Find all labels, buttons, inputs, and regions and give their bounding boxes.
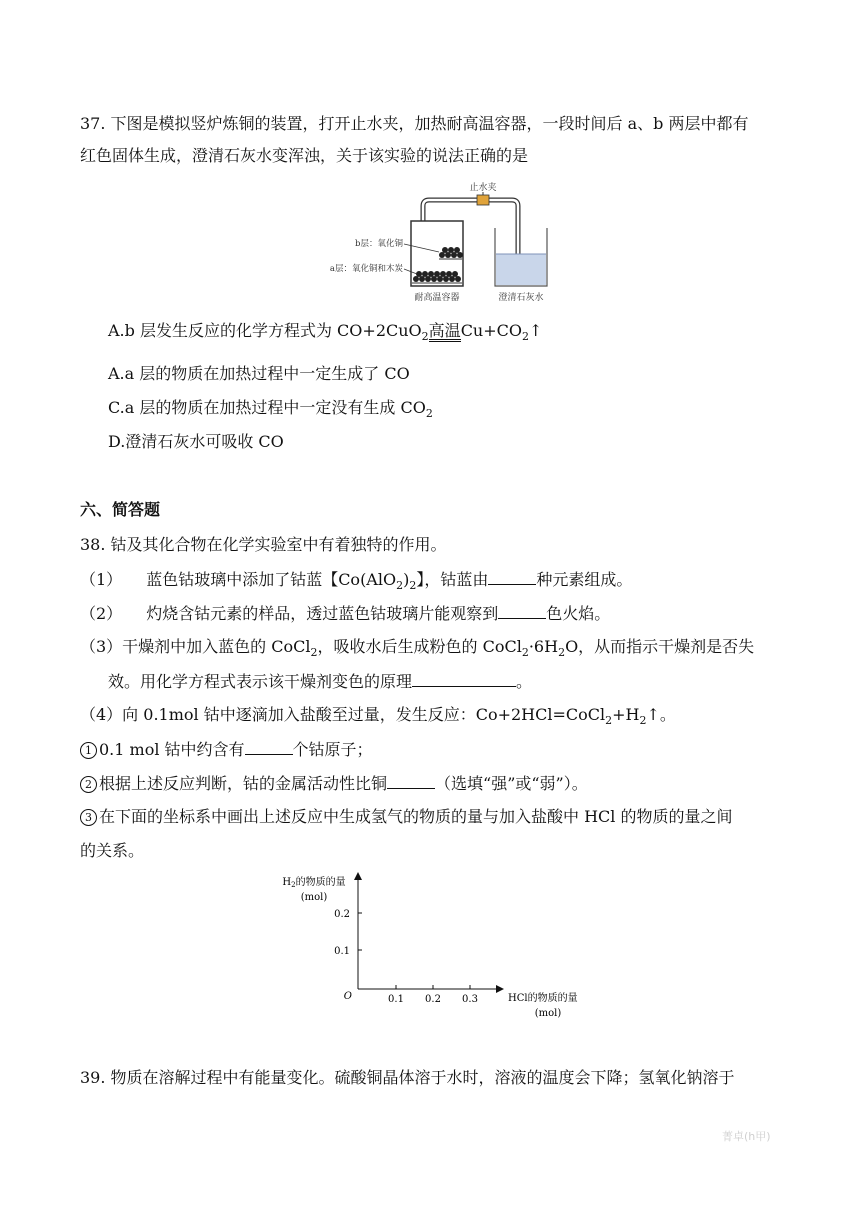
q38-sub2: 2 根据上述反应判断，钴的金属活动性比铜 （选填“强”或“弱”）。 (80, 772, 588, 795)
limewater-label: 澄清石灰水 (498, 293, 544, 303)
blank-3 (412, 670, 516, 687)
q38-part2: （2） 灼烧含钴元素的样品，透过蓝色钴玻璃片能观察到 色火焰。 (80, 604, 611, 623)
q37-option-a2: A.a 层的物质在加热过程中一定生成了 CO (108, 364, 410, 383)
clamp-label: 止水夹 (469, 183, 497, 193)
q38-sub1: 1 0.1 mol 钴中约含有 个钴原子； (80, 738, 373, 761)
coordinate-graph (270, 868, 600, 1028)
blank-5 (387, 772, 435, 789)
q37-option-a1: A.b 层发生反应的化学方程式为 CO+2CuO$_2$高温$Cu+CO_2↑$ (108, 321, 543, 344)
section-heading: 六、简答题 (80, 500, 161, 519)
q38-part3-line2: 效。用化学方程式表示该干燥剂变色的原理 。 (108, 672, 533, 691)
x-tick-label: 0.2 (425, 994, 441, 1005)
a-layer-label: a层：氧化铜和木炭 (329, 264, 403, 274)
apparatus-figure (305, 176, 565, 306)
b-layer-label: b层：氧化铜 (355, 239, 403, 249)
q37-line2: 红色固体生成，澄清石灰水变浑浊，关于该实验的说法正确的是 (80, 146, 529, 165)
y-axis-unit: (mol) (300, 892, 328, 903)
y-tick-label: 0.1 (334, 946, 350, 957)
q39-line1: 39. 物质在溶解过程中有能量变化。硫酸铜晶体溶于水时，溶液的温度会下降；氢氧化钠溶于 (80, 1068, 735, 1087)
origin-label: O (343, 991, 352, 1002)
x-tick-label: 0.1 (388, 994, 404, 1005)
q38-part4: （4）向 0.1mol 钴中逐滴加入盐酸至过量，发生反应：$Co+2HCl=CoCl_2+H_2↑$。 (80, 705, 676, 728)
q38-part1: （1） 蓝色钴玻璃中添加了钴蓝【$Co(AlO_2)_2$】，钴蓝由 种元素组成。 (80, 570, 633, 593)
x-tick-label: 0.3 (462, 994, 478, 1005)
q38-sub3: 3 在下面的坐标系中画出上述反应中生成氢气的物质的量与加入盐酸中 HCl 的物质的量之间 (80, 806, 733, 828)
blank-4 (245, 738, 293, 755)
x-axis-label: HCl的物质的量 (508, 993, 578, 1004)
container-label: 耐高温容器 (414, 293, 460, 303)
x-axis-unit: (mol) (534, 1008, 562, 1019)
y-axis-label: $H_2$的物质的量 (282, 877, 346, 889)
blank-1 (488, 568, 536, 585)
q37-option-c: C.a 层的物质在加热过程中一定没有生成 $CO_2$ (108, 398, 433, 421)
q37-option-d: D.澄清石灰水可吸收 CO (108, 432, 284, 451)
q38-sub3-line2: 的关系。 (80, 841, 145, 860)
y-tick-label: 0.2 (334, 909, 350, 920)
watermark: 菁卓(h甲) (722, 1130, 771, 1143)
clamp-icon (477, 195, 489, 205)
q38-intro: 38. 钴及其化合物在化学实验室中有着独特的作用。 (80, 535, 447, 554)
q37-line1: 37. 下图是模拟竖炉炼铜的装置，打开止水夹，加热耐高温容器，一段时间后 a、b 两层中都有 (80, 114, 749, 133)
blank-2 (498, 602, 546, 619)
q38-part3-line1: （3）干燥剂中加入蓝色的 CoCl$_2$，吸收水后生成粉色的 $CoCl_2\cdot 6H_2O$，从而指示干燥剂是否失 (80, 637, 755, 660)
